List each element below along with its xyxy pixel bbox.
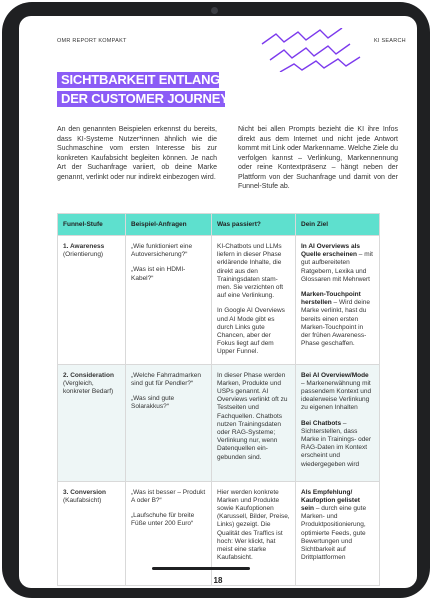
table-header-row xyxy=(58,214,380,236)
header-your-goal: Dein Ziel xyxy=(296,214,380,236)
goal-title: Bei AI Overview/Mode xyxy=(301,371,369,379)
intro-paragraph-left: An den genannten Beispielen erkennst du bereits, dass KI-Systeme Nutzer*innen ähnlich wie die Suchmaschine vom ersten Interesse bis zur konkreten Kaufabsicht begleiten können. Je nach Art der Suchanfrage variiert, ob deine Marke genannt, verlinkt oder nur indirekt einbezogen wird. xyxy=(57,126,217,181)
goal-title: In AI Overviews als Quelle erscheinen xyxy=(301,243,361,259)
stage-name: 2. Consideration xyxy=(63,371,114,379)
goal-cell xyxy=(296,364,380,481)
goal-cell xyxy=(296,236,380,365)
goal-text: – Sichterstellen, dass Marke in Trainings- oder RAG-Daten im Kontext erscheint und wiedergegeben wird xyxy=(301,419,372,468)
table-row-awareness xyxy=(58,236,380,365)
header-what-happens: Was passiert? xyxy=(212,214,296,236)
stage-cell xyxy=(58,364,126,481)
example-query: „Was ist besser – Produkt A oder B?“ xyxy=(131,488,206,504)
goal-item xyxy=(301,243,374,284)
header-section-name: KI SEARCH xyxy=(374,38,406,44)
goal-item xyxy=(301,420,374,469)
example-query: „Laufschuhe für breite Füße unter 200 Euro“ xyxy=(131,512,195,528)
page-number: 18 xyxy=(213,576,223,585)
what-happens-cell xyxy=(212,364,296,481)
zigzag-decoration xyxy=(260,28,364,72)
goal-item xyxy=(301,489,374,563)
example-query: „Welche Fahrradmarken sind gut für Pendler?“ xyxy=(131,371,201,387)
goal-item xyxy=(301,291,374,348)
camera-dot xyxy=(211,7,218,14)
what-happens-text: In Google AI Overviews und AI Mode gibt es durch Links gute Chancen, aber der Fokus liegt auf dem Upper Funnel. xyxy=(217,307,285,356)
goal-title: Marken-Touchpoint herstellen xyxy=(301,291,361,307)
what-happens-text: KI-Chatbots und LLMs liefern in dieser Phase erklärende Inhalte, die direkt aus den Trainingsdaten stammen. Sie verzichten oft auf eine Verlinkung. xyxy=(217,243,284,300)
page-title-line-1: SICHTBARKEIT ENTLANG xyxy=(57,72,219,88)
what-happens-text: Hier werden konkrete Marken und Produkte sowie Kaufoptionen (Karussell, Bilder, Preise, Links) gezeigt. Die Qualität des Traffics ist hoch: Wer klickt, hat meist eine starke Kaufabsicht. xyxy=(217,488,290,562)
what-happens-text: In dieser Phase werden Marken, Produkte und USPs genannt. AI Overviews verlinkt oft zu Testseiten und Fachquellen. Chatbots nutzen Trainingsdaten oder RAG-Systeme; Verlinkung nur, wenn Datenquellen eingebunden sind. xyxy=(217,371,288,461)
what-happens-cell xyxy=(212,236,296,365)
stage-subtitle: (Orientierung) xyxy=(63,251,104,259)
goal-cell xyxy=(296,481,380,585)
header-funnel-stage: Funnel-Stufe xyxy=(58,214,126,236)
example-query: „Was ist ein HDMI-Kabel?“ xyxy=(131,266,186,282)
goal-title: Als Empfehlung/ Kaufoption gelistet sein xyxy=(301,488,360,513)
example-query: „Wie funktioniert eine Autoversicherung?“ xyxy=(131,243,193,259)
goal-text: – durch eine gute Marken- und Produktpositionierung, optimierte Feeds, gute Bewertungen und Sichtbarkeit auf Drittplattformen xyxy=(301,505,367,562)
queries-cell xyxy=(126,364,212,481)
funnel-table xyxy=(57,213,380,586)
stage-subtitle: (Vergleich, konkreter Bedarf) xyxy=(63,379,114,396)
stage-name: 3. Conversion xyxy=(63,488,106,496)
queries-cell xyxy=(126,236,212,365)
header-example-queries: Beispiel-Anfragen xyxy=(126,214,212,236)
stage-name: 1. Awareness xyxy=(63,243,105,250)
goal-text: – Wird deine Marke verlinkt, hast du bereits einen ersten Marken-Touchpoint in der frühen Awareness-Phase geschaffen. xyxy=(301,299,371,348)
goal-title: Bei Chatbots xyxy=(301,419,342,427)
table-row-consideration xyxy=(58,364,380,481)
tablet-frame xyxy=(2,2,430,598)
stage-cell xyxy=(58,481,126,585)
intro-paragraph-right: Nicht bei allen Prompts bezieht die KI ihre Infos direkt aus dem Internet und nicht jede Antwort kommt mit Link oder Markenname. Welche Ziele du verfolgen kannst – Verlinkung, Markennennung oder reine Kontextpräsenz – hängt neben der Plattform von der Suchanfrage und damit von der Funnel-Stufe ab. xyxy=(238,126,398,190)
header-report-name: OMR REPORT KOMPAKT xyxy=(57,38,127,44)
example-query: „Was sind gute Solarakkus?“ xyxy=(131,395,175,411)
page-title-line-2: DER CUSTOMER JOURNEY xyxy=(57,91,225,107)
goal-text: – mit gut aufbereiteten Ratgebern, Lexika und Glossaren mit Mehrwert xyxy=(301,251,373,283)
home-indicator xyxy=(152,567,250,570)
goal-text: – Markenerwähnung mit passendem Kontext und idealerweise Verlinkung zu eigenen Inhalten xyxy=(301,379,372,412)
stage-subtitle: (Kaufabsicht) xyxy=(63,496,102,504)
goal-item xyxy=(301,372,374,413)
page xyxy=(19,16,417,588)
stage-cell xyxy=(58,236,126,365)
